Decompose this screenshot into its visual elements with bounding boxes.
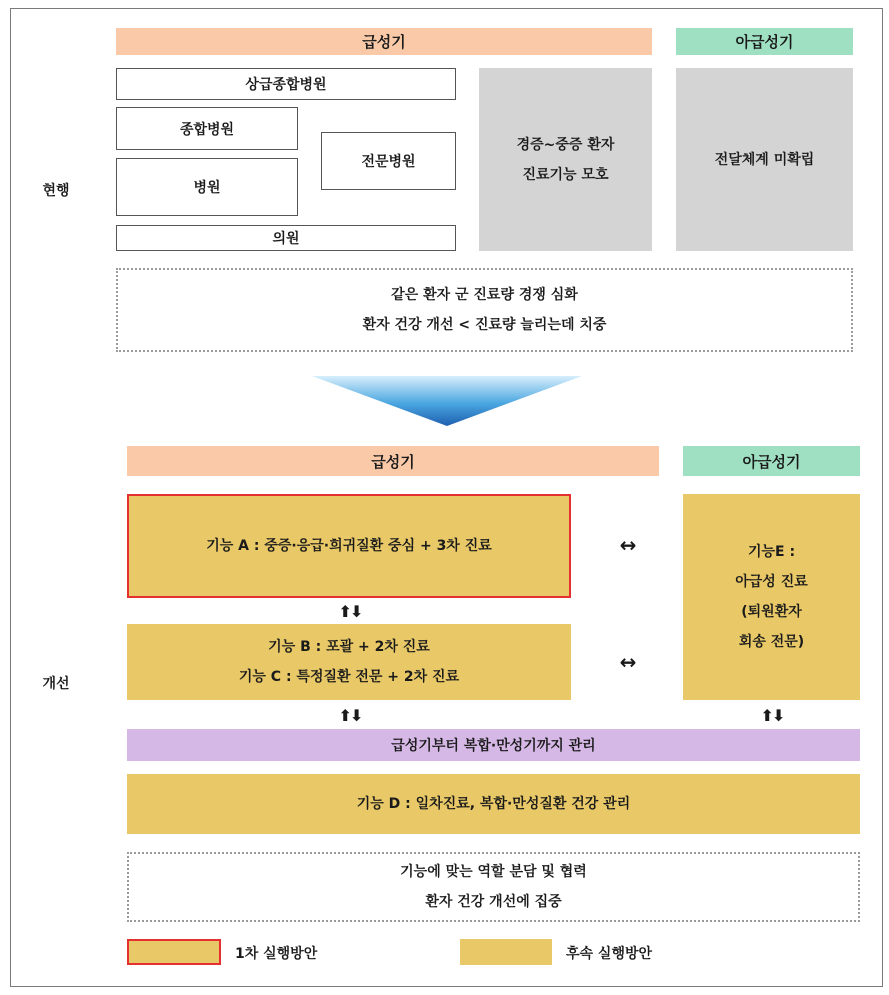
- function-e-line-4: 회송 전문): [738, 634, 805, 650]
- a-bc-updown-arrow-icon: ⬆⬇: [338, 601, 362, 621]
- function-d-text: 기능 D : 일차진료, 복합·만성질환 건강 관리: [356, 796, 631, 812]
- improved-side-label: 개선: [42, 676, 70, 692]
- function-e-box: [683, 494, 860, 700]
- a-e-bidirectional-arrow-icon: ↔: [619, 533, 637, 557]
- function-d-box: [127, 774, 860, 834]
- goal-line-1: 기능에 맞는 역할 분담 및 협력: [400, 864, 587, 880]
- function-e-line-2: 아급성 진료: [735, 574, 808, 590]
- tier-clinic: 의원: [116, 225, 456, 251]
- tier-tertiary-hospital: 상급종합병원: [116, 68, 456, 100]
- current-acute-header: 급성기: [116, 28, 652, 55]
- continuum-text: 급성기부터 복합·만성기까지 관리: [391, 738, 596, 754]
- improved-subacute-header: 아급성기: [683, 446, 860, 476]
- bc-continuum-updown-arrow-icon: ⬆⬇: [338, 705, 362, 725]
- acute-issue-line-1: 경증~중증 환자: [516, 136, 615, 153]
- acute-issue-box: [479, 68, 652, 251]
- legend-first-label: 1차 실행방안: [235, 946, 318, 962]
- tier-hospital: 병원: [116, 158, 298, 216]
- improved-acute-header: 급성기: [127, 446, 659, 476]
- improved-goal-box: [127, 852, 860, 922]
- current-problem-box: [116, 268, 853, 352]
- goal-line-2: 환자 건강 개선에 집중: [425, 894, 562, 910]
- current-subacute-header: 아급성기: [676, 28, 853, 55]
- function-a-box: [127, 494, 571, 598]
- e-continuum-updown-arrow-icon: ⬆⬇: [760, 705, 784, 725]
- subacute-issue-text: 전달체계 미확립: [714, 151, 815, 168]
- bc-e-bidirectional-arrow-icon: ↔: [619, 650, 637, 674]
- subacute-issue-box: [676, 68, 853, 251]
- function-e-line-3: (퇴원환자: [741, 604, 802, 620]
- transition-arrow-icon: [312, 376, 582, 428]
- function-c-text: 기능 C : 특정질환 전문 + 2차 진료: [238, 669, 460, 685]
- legend-follow-swatch: [460, 939, 552, 965]
- function-a-text: 기능 A : 중증·응급·희귀질환 중심 + 3차 진료: [206, 538, 492, 554]
- legend-follow-label: 후속 실행방안: [566, 946, 653, 962]
- acute-issue-line-2: 진료기능 모호: [522, 166, 609, 183]
- continuum-bar: [127, 729, 860, 761]
- tier-general-hospital: 종합병원: [116, 107, 298, 150]
- problem-line-1: 같은 환자 군 진료량 경쟁 심화: [391, 287, 578, 303]
- function-e-line-1: 기능E :: [747, 544, 796, 560]
- function-b-text: 기능 B : 포괄 + 2차 진료: [268, 639, 430, 655]
- current-side-label: 현행: [42, 183, 70, 199]
- legend-first-swatch: [127, 939, 221, 965]
- function-bc-box: [127, 624, 571, 700]
- problem-line-2: 환자 건강 개선 < 진료량 늘리는데 치중: [362, 317, 607, 333]
- specialty-hospital: 전문병원: [321, 132, 456, 190]
